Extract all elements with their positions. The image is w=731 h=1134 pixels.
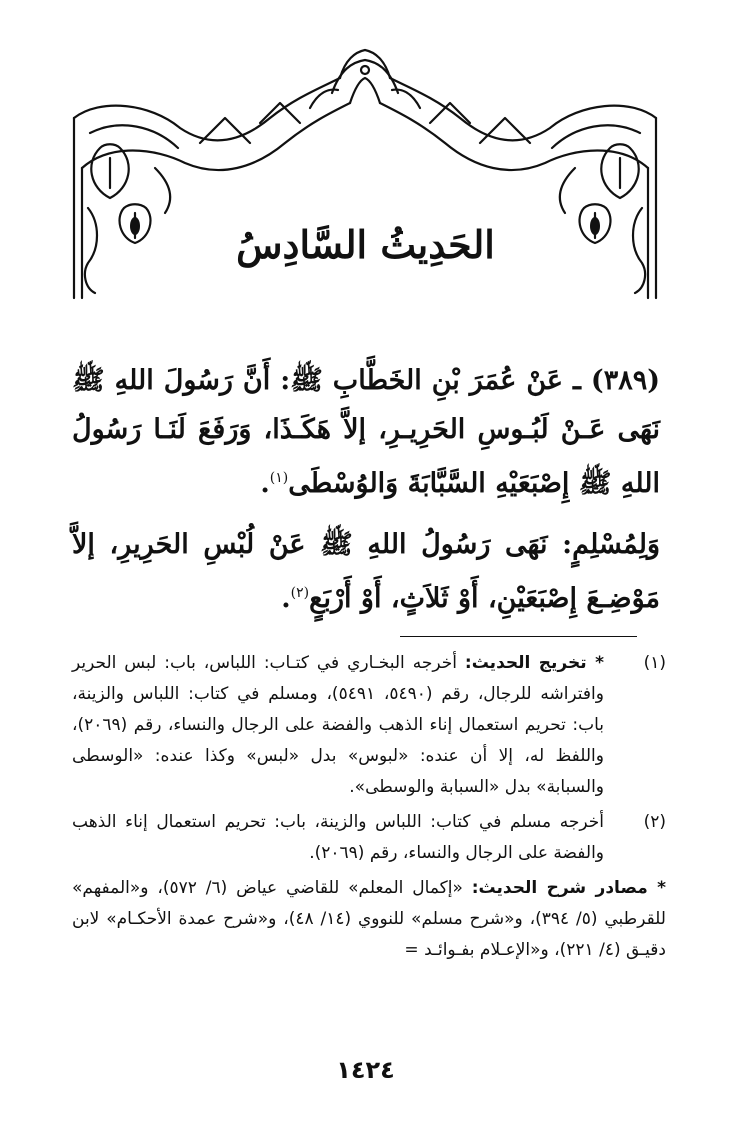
page-number: ١٤٢٤ — [336, 1056, 395, 1084]
sources-label: مصادر شرح الحديث: — [471, 878, 648, 898]
footnote-2-number: (٢) — [643, 812, 666, 832]
footnote-1-number: (١) — [643, 653, 666, 673]
footnote-ref-1: (١) — [269, 470, 289, 486]
hadith-paragraph-2 — [72, 520, 660, 623]
sources-text: «إكمال المعلم» للقاضي عياض (٦/ ٥٧٢)، و«المفهم» للقرطبي (٥/ ٣٩٤)، و«شرح مسلم» للنووي (١٤/ ٤٨)، و«شرح عمدة الأحكـام» لابن دقيـق (٤/ ٢٢١)، و«الإعـلام بفـوائـد = — [72, 878, 666, 960]
footnote-1-label: تخريج الحديث: — [464, 653, 587, 673]
hadith-paragraph-1-end: . — [260, 468, 270, 499]
hadith-paragraph-1 — [72, 356, 660, 508]
hadith-paragraph-1-text: (٣٨٩) ـ عَنْ عُمَرَ بْنِ الخَطَّابِ ﷺ: أَنَّ رَسُولَ اللهِ ﷺ نَهَى عَـنْ لَبُـوسِ الحَرِيـرِ، إلاَّ هَكَـذَا، وَرَفَعَ لَنَـا رَسُولُ اللهِ ﷺ إِصْبَعَيْهِ السَّبَّابَةَ وَالوُسْطَى — [72, 365, 660, 499]
footnote-1-marker: * — [586, 653, 604, 673]
footnote-2-text: أخرجه مسلم في كتاب: اللباس والزينة، باب: تحريم استعمال إناء الذهب والفضة على الرجال والنساء، رقم (٢٠٦٩). — [72, 812, 604, 863]
sources-marker: * — [647, 878, 667, 898]
footnotes — [72, 648, 666, 970]
footnote-ref-2: (٢) — [290, 585, 310, 601]
hadith-paragraph-2-text: وَلِمُسْلِمٍ: نَهَى رَسُولُ اللهِ ﷺ عَنْ لُبْسِ الحَرِيرِ، إلاَّ مَوْضِـعَ إِصْبَعَيْنِ، أَوْ ثَلاَثٍ، أَوْ أَرْبَعٍ — [72, 529, 660, 614]
hadith-paragraph-2-end: . — [281, 583, 291, 614]
footnote-divider — [400, 636, 637, 637]
sources-note — [72, 873, 666, 966]
footnote-2 — [72, 807, 666, 869]
chapter-title: الحَدِيثُ السَّادِسُ — [236, 222, 495, 267]
footnote-1 — [72, 648, 666, 803]
footnote-1-text: أخرجه البخـاري في كتـاب: اللباس، باب: لبس الحرير وافتراشه للرجال، رقم (٥٤٩٠، ٥٤٩١)، ومسلم في كتاب: اللباس والزينة، باب: تحريم استعمال إناء الذهب والفضة على الرجال والنساء، رقم (٢٠٦٩)، واللفظ له، إلا أن عنده: «لبوس» بدل «لبس» وكذا عنده: «الوسطى والسبابة» بدل «السبابة والوسطى». — [72, 653, 604, 797]
hadith-text — [72, 356, 660, 635]
